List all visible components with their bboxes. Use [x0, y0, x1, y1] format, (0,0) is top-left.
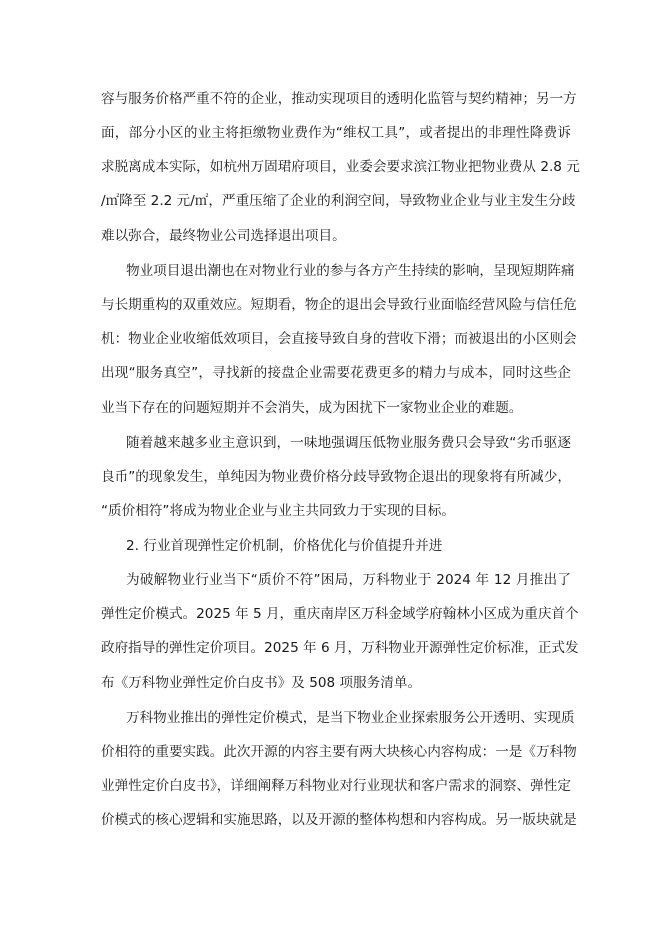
paragraph-line: 政府指导的弹性定价项目。2025 年 6 月，万科物业开源弹性定价标准，正式发: [101, 640, 579, 656]
paragraph-line: 随着越来越多业主意识到，一味地强调压低物业服务费只会导致“劣币驱逐: [126, 435, 571, 451]
paragraph-line: 容与服务价格严重不符的企业，推动实现项目的透明化监管与契约精神；另一方: [101, 91, 577, 107]
paragraph-line: 万科物业推出的弹性定价模式，是当下物业企业探索服务公开透明、实现质: [126, 710, 575, 726]
paragraph-line: 难以弥合，最终物业公司选择退出项目。: [101, 228, 346, 244]
paragraph-line: “质价相符”将成为物业企业与业主共同致力于实现的目标。: [101, 503, 455, 519]
paragraph-line: 机：物业企业收缩低效项目，会直接导致自身的营收下滑；而被退出的小区则会: [101, 331, 577, 347]
paragraph-line: 为破解物业行业当下“质价不符”困局，万科物业于 2024 年 12 月推出了: [126, 572, 571, 588]
paragraph-line: 弹性定价模式。2025 年 5 月，重庆南岸区万科金域学府翰林小区成为重庆首个: [101, 606, 579, 622]
paragraph-line: 与长期重构的双重效应。短期看，物企的退出会导致行业面临经营风险与信任危: [101, 297, 577, 313]
paragraph-line: 物业项目退出潮也在对物业行业的参与各方产生持续的影响，呈现短期阵痛: [126, 263, 575, 279]
paragraph-line: 面，部分小区的业主将拒缴物业费作为“维权工具”，或者提出的非理性降费诉: [101, 125, 571, 141]
paragraph-line: 求脱离成本实际，如杭州万固珺府项目，业委会要求滨江物业把物业费从 2.8 元: [101, 159, 580, 175]
paragraph-line: 业当下存在的问题短期并不会消失，成为困扰下一家物业企业的难题。: [101, 400, 523, 416]
paragraph-line: 价相符的重要实践。此次开源的内容主要有两大块核心内容构成：一是《万科物: [101, 744, 577, 760]
paragraph-line: 布《万科物业弹性定价白皮书》及 508 项服务清单。: [101, 675, 422, 691]
paragraph-line: 良币”的现象发生，单纯因为物业费价格分歧导致物企退出的现象将有所减少，: [101, 469, 571, 485]
paragraph-line: /㎡降至 2.2 元/㎡，严重压缩了企业的利润空间，导致物业企业与业主发生分歧: [101, 193, 576, 209]
paragraph-line: 价模式的核心逻辑和实施思路，以及开源的整体构想和内容构成。另一版块就是: [101, 812, 577, 828]
paragraph-line: 出现“服务真空”，寻找新的接盘企业需要花费更多的精力与成本，同时这些企: [101, 365, 571, 381]
section-heading: 2. 行业首现弹性定价机制，价格优化与价值提升并进: [126, 538, 443, 554]
paragraph-line: 业弹性定价白皮书》，详细阐释万科物业对行业现状和客户需求的洞察、弹性定: [101, 778, 571, 794]
